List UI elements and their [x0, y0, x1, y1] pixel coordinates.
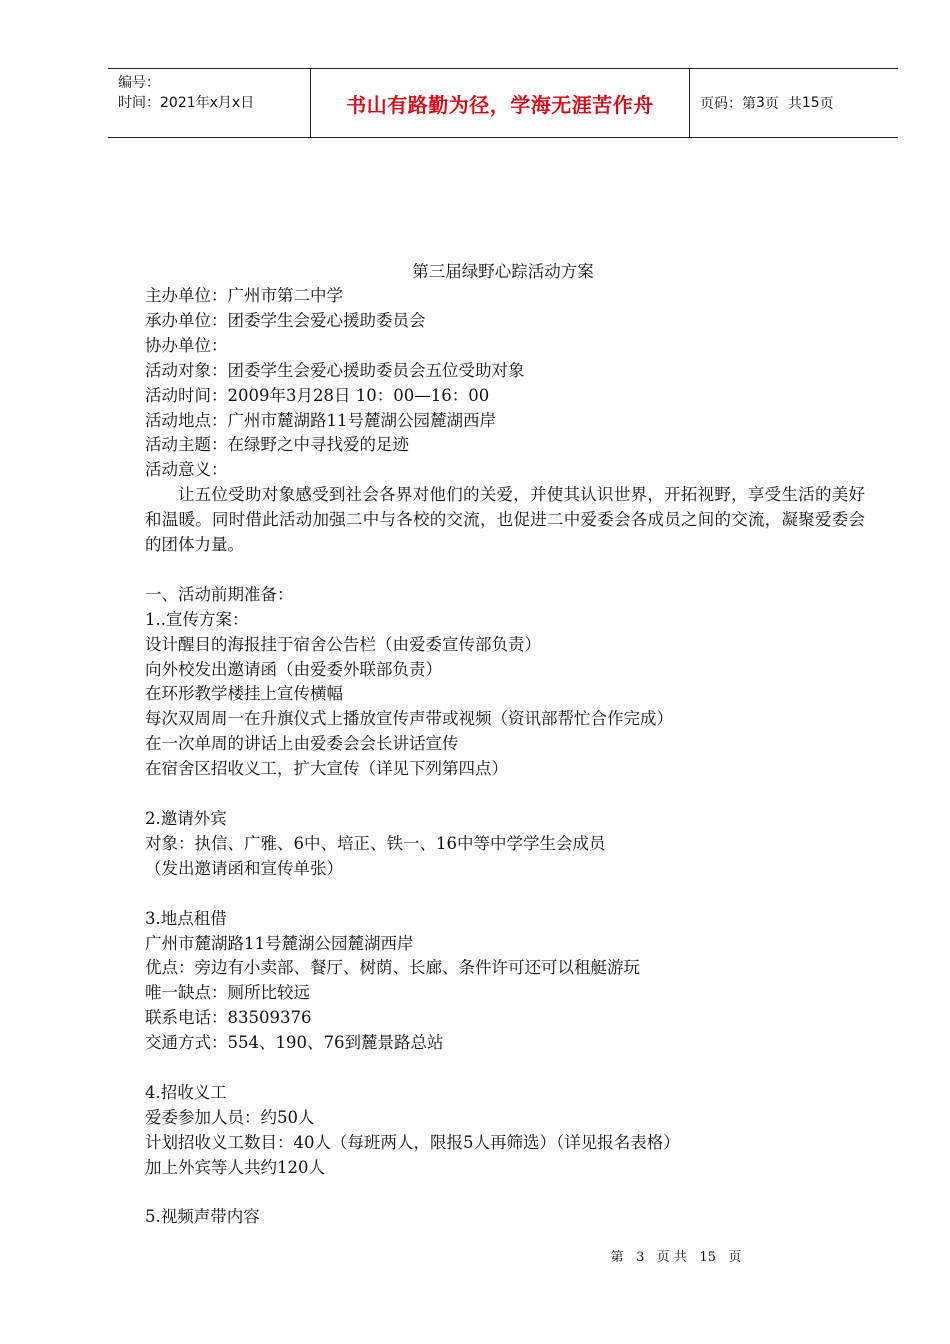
info-undertaker: 承办单位：团委学生会爱心援助委员会	[145, 310, 426, 330]
footer-prefix: 第	[610, 1250, 624, 1265]
list-item: 计划招收义工数目：40人（每班两人，限报5人再筛选）（详见报名表格）	[145, 1132, 680, 1152]
subsection-heading-volunteers: 4.招收义工	[145, 1082, 227, 1102]
section-heading-prep: 一、活动前期准备：	[145, 584, 294, 604]
info-time: 活动时间：2009年3月28日 10：00—16：00	[145, 385, 490, 405]
subsection-heading-video: 5.视频声带内容	[145, 1207, 260, 1227]
header-time: 时间：2021年x月x日	[118, 95, 255, 111]
significance-paragraph: 让五位受助对象感受到社会各界对他们的关爱，并使其认识世界，开拓视野，享受生活的美好和温暖。同时借此活动加强二中与各校的交流，也促进二中爱委会各成员之间的交流，凝聚爱委会的团体力量。	[145, 485, 865, 555]
info-location: 活动地点：广州市麓湖路11号麓湖公园麓湖西岸	[145, 410, 496, 430]
subsection-heading-guests: 2.邀请外宾	[145, 809, 227, 828]
footer-page-total: 15	[699, 1250, 716, 1265]
footer-suffix: 页	[728, 1250, 742, 1265]
list-item: 向外校发出邀请函（由爱委外联部负责）	[145, 659, 442, 679]
spacer	[145, 882, 865, 907]
header-motto: 书山有路勤为径，学海无涯苦作舟	[346, 92, 654, 117]
list-item: 设计醒目的海报挂于宿舍公告栏（由爱委宣传部负责）	[145, 634, 541, 654]
spacer	[145, 1181, 865, 1206]
info-theme: 活动主题：在绿野之中寻找爱的足迹	[145, 435, 409, 455]
list-item: 唯一缺点：厕所比较远	[145, 983, 310, 1003]
document-body	[145, 284, 865, 1230]
page-footer	[0, 1246, 950, 1265]
header-page-mid: 页 共	[764, 96, 802, 112]
header-page-suffix: 页	[819, 96, 834, 112]
header-page-prefix: 页码：第	[700, 96, 756, 112]
info-significance-label: 活动意义：	[145, 460, 228, 480]
document-title: 第三届绿野心踪活动方案	[412, 262, 594, 281]
list-item: 爱委参加人员：约50人	[145, 1107, 315, 1127]
header-meta-cell	[108, 69, 310, 137]
footer-mid: 页 共	[656, 1250, 687, 1265]
header-number: 编号：	[118, 75, 160, 91]
header-page-current: 3	[756, 95, 765, 111]
spacer	[145, 558, 865, 583]
page-header	[108, 68, 898, 138]
list-item: （发出邀请函和宣传单张）	[145, 858, 343, 878]
list-item: 广州市麓湖路11号麓湖公园麓湖西岸	[145, 933, 414, 953]
header-page-total: 15	[801, 95, 820, 111]
list-item: 在宿舍区招收义工，扩大宣传（详见下列第四点）	[145, 759, 508, 779]
list-item: 联系电话：83509376	[145, 1008, 312, 1028]
list-item: 优点：旁边有小卖部、餐厅、树荫、长廊、条件许可还可以租艇游玩	[145, 958, 640, 978]
footer-page-current: 3	[636, 1250, 645, 1265]
subsection-heading-publicity: 1..宣传方案：	[145, 609, 249, 629]
list-item: 每次双周周一在升旗仪式上播放宣传声带或视频（资讯部帮忙合作完成）	[145, 709, 673, 729]
spacer	[145, 782, 865, 807]
info-organizer: 主办单位：广州市第二中学	[145, 286, 343, 305]
header-page-cell	[690, 69, 898, 137]
list-item: 对象：执信、广雅、6中、培正、铁一、16中等中学学生会成员	[145, 833, 606, 853]
header-motto-cell	[310, 69, 690, 137]
list-item: 交通方式：554、190、76到麓景路总站	[145, 1033, 444, 1053]
list-item: 加上外宾等人共约120人	[145, 1157, 325, 1177]
list-item: 在一次单周的讲话上由爱委会会长讲话宣传	[145, 734, 459, 754]
list-item: 在环形教学楼挂上宣传横幅	[145, 684, 343, 704]
info-co-organizer: 协办单位：	[145, 335, 228, 355]
spacer	[145, 1056, 865, 1081]
info-target: 活动对象：团委学生会爱心援助委员会五位受助对象	[145, 360, 525, 380]
subsection-heading-venue: 3.地点租借	[145, 908, 227, 928]
